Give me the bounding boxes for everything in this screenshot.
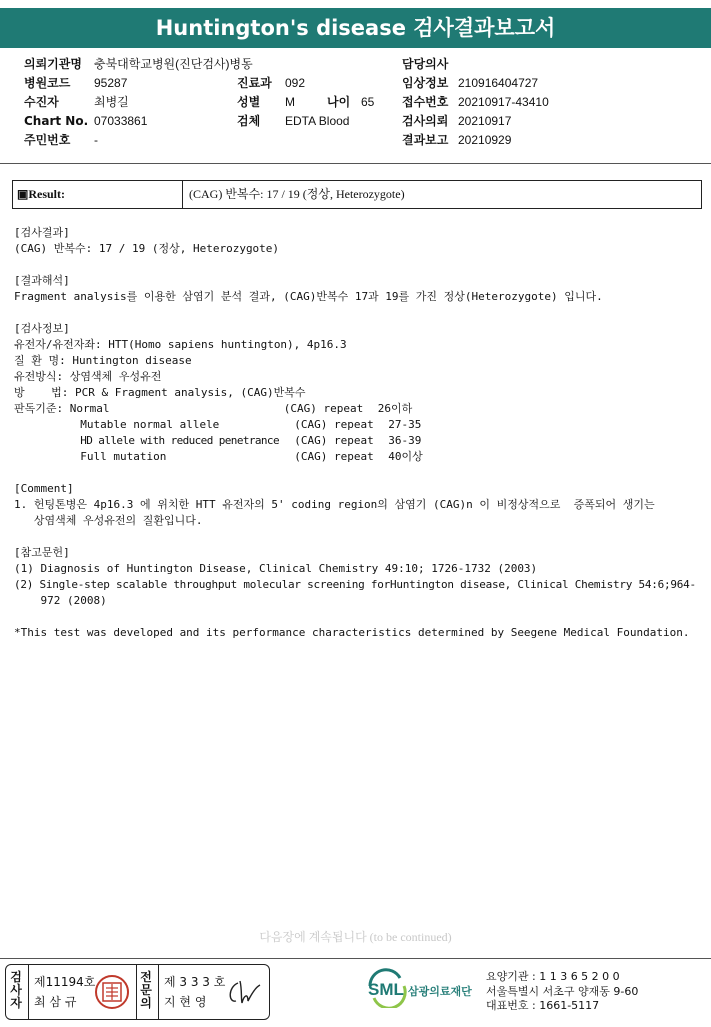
interpretation-text: Fragment analysis를 이용한 삼염기 분석 결과, (CAG)반복수 17과 19를 가진 정상(Heterozygote) 입니다.: [14, 290, 603, 303]
sml-logo-icon: [366, 968, 484, 1008]
lab-info: [486, 970, 638, 1014]
request-label: 검사의뢰: [402, 114, 449, 128]
specialist-name: 지 현 영: [164, 995, 207, 1009]
examiner-name: 최 삼 규: [34, 995, 77, 1009]
lab-address: 서울특별시 서초구 양재동 9-60: [486, 984, 639, 998]
references-title: [참고문헌]: [14, 546, 70, 559]
test-info-title: [검사정보]: [14, 322, 70, 335]
sml-logo: [366, 968, 484, 1012]
comment-line: 1. 헌팅톤병은 4p16.3 에 위치한 HTT 유전자의 5' coding region의 삼염기 (CAG)n 이 비정상적으로 증폭되어 생기는: [14, 498, 655, 511]
examiner-label: 검사자: [10, 970, 22, 1010]
specialist-label: 전문의: [140, 970, 152, 1010]
signature-icon: [224, 977, 264, 1009]
sex-value: M: [285, 95, 295, 109]
collector-value: 최병길: [94, 95, 129, 109]
result-value: (CAG) 반복수: 17 / 19 (정상, Heterozygote): [189, 187, 405, 201]
hospital-code-label: 병원코드: [24, 76, 71, 90]
care-code: 요양기관 : 1 1 3 6 5 2 0 0: [486, 970, 620, 983]
clinical-value: 210916404727: [458, 76, 539, 90]
patient-info-left: [24, 55, 253, 150]
department-value: 092: [285, 76, 306, 90]
reference-item: 972 (2008): [14, 594, 107, 607]
exam-result-text: (CAG) 반복수: 17 / 19 (정상, Heterozygote): [14, 242, 280, 255]
criteria-row: HD allele with reduced penetrance (CAG) repeat 36-39: [80, 434, 422, 447]
examiner-license: 제11194호: [34, 975, 96, 989]
sml-logo-text: SML: [368, 980, 404, 999]
result-label: Result:: [28, 187, 66, 201]
rrn-label: 주민번호: [24, 133, 71, 147]
age-label: 나이: [327, 95, 351, 109]
report-body: [14, 225, 704, 641]
comment-line: 상염색체 우성유전의 질환입니다.: [14, 514, 203, 527]
comment-title: [Comment]: [14, 482, 74, 495]
disease-line: 질 환 명: Huntington disease: [14, 354, 192, 367]
org-name: 삼광의료재단: [408, 985, 472, 998]
patient-info-right: [402, 55, 549, 150]
inheritance-line: 유전방식: 상염색체 우성유전: [14, 370, 162, 383]
request-value: 20210917: [458, 114, 512, 128]
interpretation-title: [결과해석]: [14, 274, 70, 287]
specialist-license: 제 3 3 3 호: [164, 975, 226, 989]
disclaimer: *This test was developed and its performance characteristics determined by Seegene Medical Foundation.: [14, 626, 690, 639]
clinical-label: 임상정보: [402, 76, 449, 90]
specimen-value: EDTA Blood: [285, 114, 350, 128]
gene-line: 유전자/유전자좌: HTT(Homo sapiens huntington), 4p16.3: [14, 338, 347, 351]
department-label: 진료과: [237, 76, 272, 90]
chart-value: 07033861: [94, 114, 148, 128]
receipt-value: 20210917-43410: [458, 95, 549, 109]
doctor-label: 담당의사: [402, 57, 449, 71]
criteria-row: 판독기준: Normal (CAG) repeat 26이하: [14, 402, 413, 415]
seal-stamp-icon: [94, 974, 130, 1010]
exam-result-title: [검사결과]: [14, 226, 70, 239]
institution-value: 충북대학교병원(진단검사)병동: [94, 57, 253, 71]
rrn-value: -: [94, 133, 98, 147]
method-line: 방 법: PCR & Fragment analysis, (CAG)반복수: [14, 386, 306, 399]
report-value: 20210929: [458, 133, 512, 147]
criteria-row: Full mutation (CAG) repeat 40이상: [80, 450, 423, 463]
result-summary-box: [12, 180, 702, 209]
lab-phone: 대표번호 : 1661-5117: [486, 999, 600, 1012]
hospital-code-value: 95287: [94, 76, 128, 90]
specimen-label: 검체: [237, 114, 261, 128]
signature-box: [5, 964, 270, 1020]
reference-item: (1) Diagnosis of Huntington Disease, Clinical Chemistry 49:10; 1726-1732 (2003): [14, 562, 538, 575]
result-label-cell: [13, 181, 183, 208]
patient-info-middle: [237, 74, 374, 131]
reference-item: (2) Single-step scalable throughput molecular screening forHuntington disease, Clinical Chemistry 54:6;964-: [14, 578, 696, 591]
receipt-label: 접수번호: [402, 95, 449, 109]
continued-note: 다음장에 계속됩니다 (to be continued): [259, 930, 452, 944]
collector-label: 수진자: [24, 95, 59, 109]
result-marker-icon: ▣: [17, 187, 29, 201]
footer-divider: [0, 958, 711, 959]
age-value: 65: [361, 95, 375, 109]
sex-label: 성별: [237, 95, 261, 109]
report-label: 결과보고: [402, 133, 449, 147]
criteria-row: Mutable normal allele (CAG) repeat 27-35: [80, 418, 422, 431]
header-divider: [0, 163, 711, 164]
report-title: Huntington's disease 검사결과보고서: [0, 8, 711, 48]
chart-label: Chart No.: [24, 114, 89, 128]
institution-label: 의뢰기관명: [24, 57, 82, 71]
